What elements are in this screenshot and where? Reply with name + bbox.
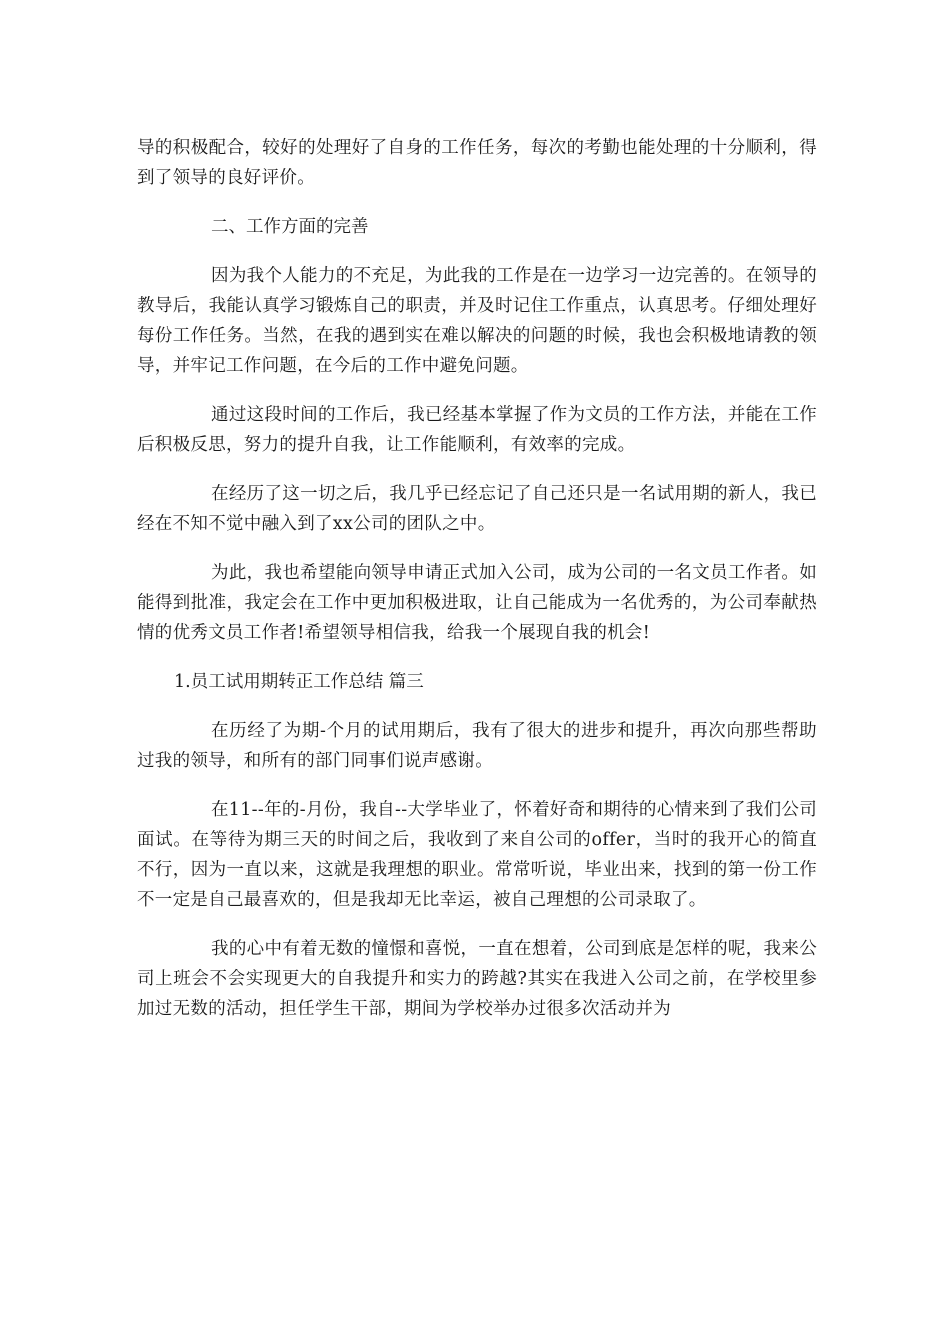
paragraph: 通过这段时间的工作后，我已经基本掌握了作为文员的工作方法，并能在工作后积极反思，努力的提升自我，让工作能顺利，有效率的完成。 (137, 405, 817, 455)
paragraph: 为此，我也希望能向领导申请正式加入公司，成为公司的一名文员工作者。如能得到批准，我定会在工作中更加积极进取，让自己能成为一名优秀的，为公司奉献热情的优秀文员工作者!希望领导相信我，给我一个展现自我的机会! (137, 563, 817, 643)
paragraph: 在经历了这一切之后，我几乎已经忘记了自己还只是一名试用期的新人，我已经在不知不觉中融入到了xx公司的团队之中。 (137, 484, 817, 534)
section-heading-part-three: 1.员工试用期转正工作总结 篇三 (174, 672, 424, 692)
document-body (137, 133, 817, 1043)
paragraph: 在历经了为期-个月的试用期后，我有了很大的进步和提升，再次向那些帮助过我的领导，和所有的部门同事们说声感谢。 (137, 721, 817, 771)
paragraph: 因为我个人能力的不充足，为此我的工作是在一边学习一边完善的。在领导的教导后，我能认真学习锻炼自己的职责，并及时记住工作重点，认真思考。仔细处理好每份工作任务。当然，在我的遇到实在难以解决的问题的时候，我也会积极地请教的领导，并牢记工作问题，在今后的工作中避免问题。 (137, 266, 817, 376)
paragraph-continuation: 导的积极配合，较好的处理好了自身的工作任务，每次的考勤也能处理的十分顺利，得到了领导的良好评价。 (137, 138, 817, 188)
paragraph: 在11--年的-月份，我自--大学毕业了，怀着好奇和期待的心情来到了我们公司面试。在等待为期三天的时间之后，我收到了来自公司的offer，当时的我开心的简直不行，因为一直以来，这就是我理想的职业。常常听说，毕业出来，找到的第一份工作不一定是自己最喜欢的，但是我却无比幸运，被自己理想的公司录取了。 (137, 800, 817, 910)
section-heading-work-improvement: 二、工作方面的完善 (211, 217, 369, 237)
paragraph: 我的心中有着无数的憧憬和喜悦，一直在想着，公司到底是怎样的呢，我来公司上班会不会实现更大的自我提升和实力的跨越?其实在我进入公司之前，在学校里参加过无数的活动，担任学生干部，期间为学校举办过很多次活动并为 (137, 939, 817, 1019)
